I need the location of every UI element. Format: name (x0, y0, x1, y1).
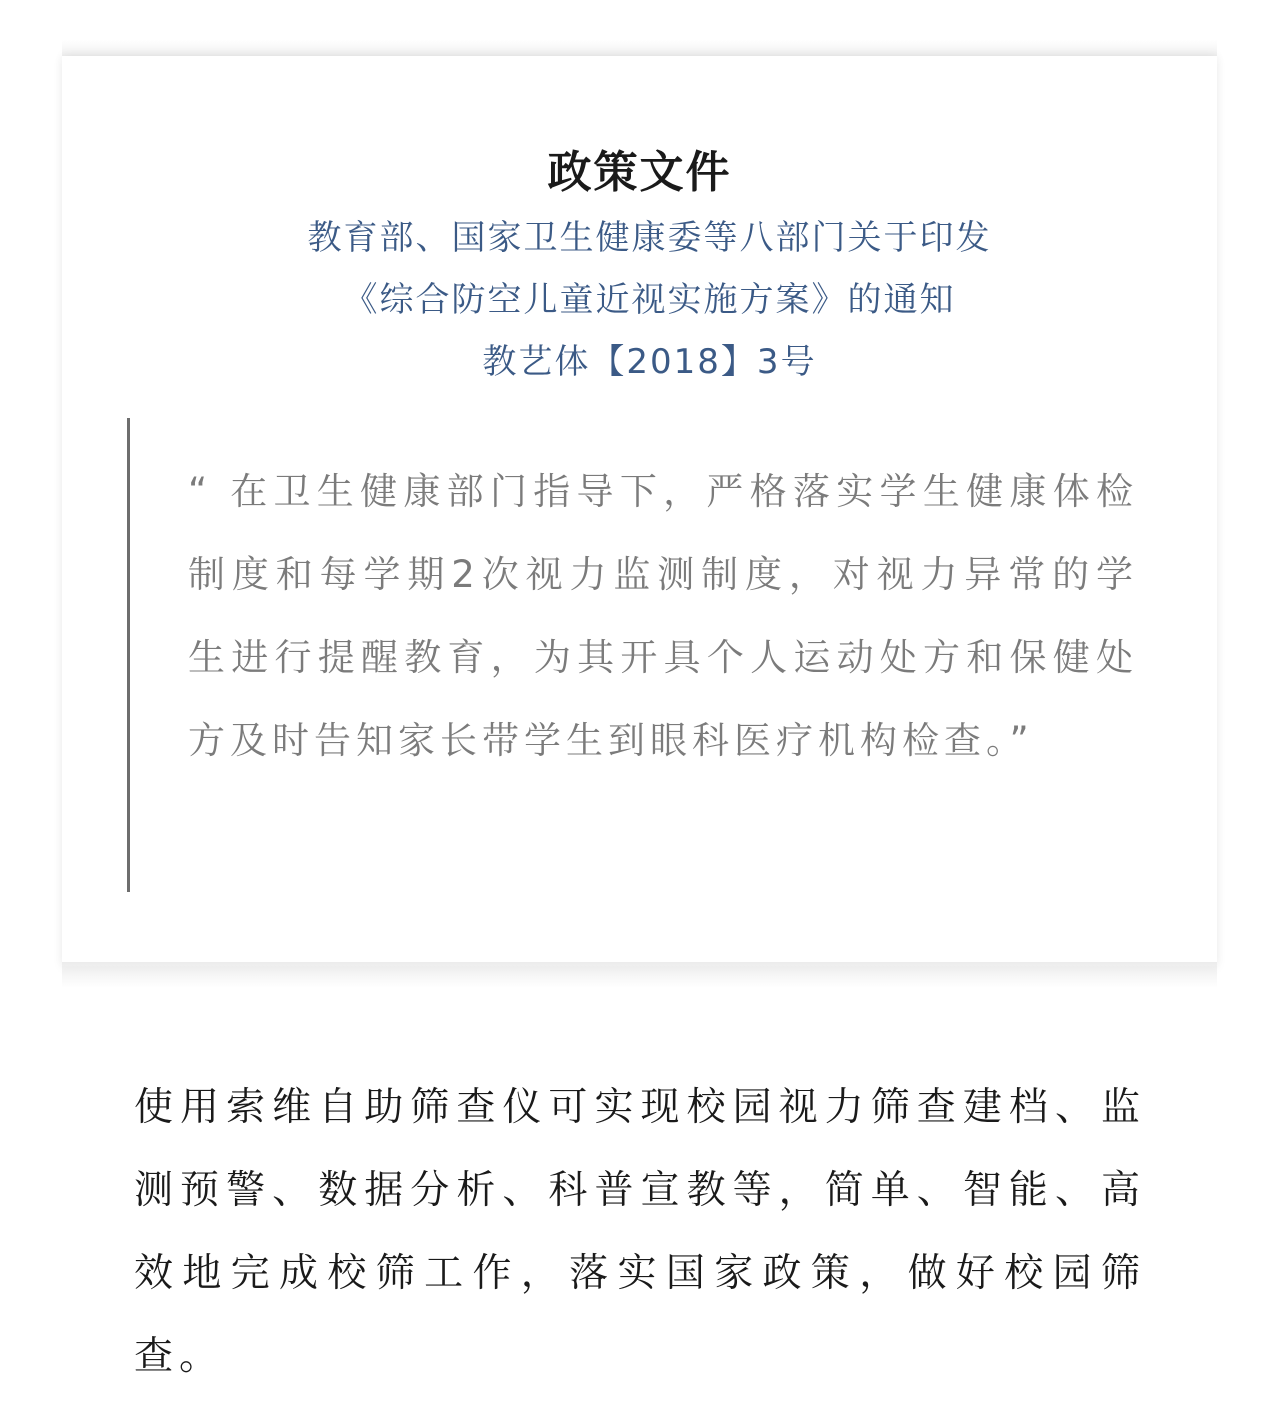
policy-quote: “ 在卫生健康部门指导下，严格落实学生健康体检制度和每学期2次视力监测制度，对视力异常的学生进行提醒教育，为其开具个人运动处方和保健处方及时告知家长带学生到眼科医疗机构检查。” (188, 470, 1138, 762)
card-bottom-shadow (62, 962, 1217, 988)
policy-subtitle-line2: 《综合防空儿童近视实施方案》的通知 (343, 280, 956, 320)
body-paragraph: 使用索维自助筛查仪可实现校园视力筛查建档、监测预警、数据分析、科普宣教等，简单、智能、高效地完成校筛工作，落实国家政策，做好校园筛查。 (134, 1085, 1146, 1379)
policy-document-number: 教艺体【2018】3号 (482, 342, 817, 382)
policy-subtitle-line1: 教育部、国家卫生健康委等八部门关于印发 (307, 218, 992, 258)
card-top-shadow (62, 40, 1217, 56)
quote-bar (127, 418, 130, 892)
policy-title: 政策文件 (547, 147, 732, 198)
